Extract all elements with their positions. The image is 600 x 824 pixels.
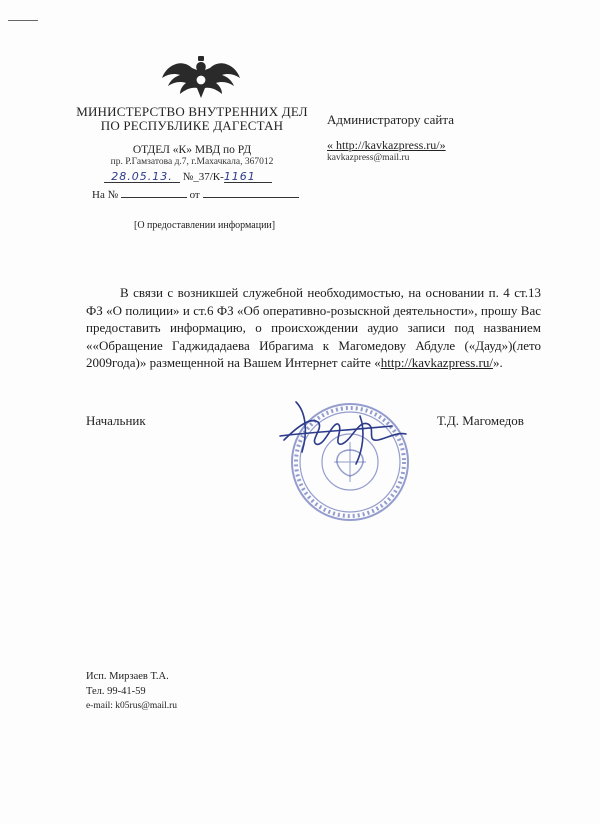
- date-field: [104, 170, 180, 183]
- letter-body: [86, 284, 541, 372]
- executor-phone: Тел. 99-41-59: [86, 686, 146, 697]
- handwritten-number: 1161: [223, 170, 256, 183]
- department-address: пр. Р.Гамзатова д.7, г.Махачкала, 367012: [110, 157, 274, 167]
- reference-date-field: [203, 185, 299, 198]
- body-text-part1: В связи с возникшей служебной необходимостью, на основании п. 4 ст.13 ФЗ «О полиции» и ст.6 ФЗ «Об оперативно-розыскной деятельности», прошу Вас предоставить информацию, о происхождении аудио записи под названием ««Обращение Гаджидадаева Ибрагима к Магомедову Абдуле («Дауд»)(лето 2009года)» размещенной на Вашем Интернет сайте «: [86, 285, 541, 371]
- reference-label: На №: [92, 189, 119, 201]
- number-field: [224, 170, 272, 183]
- number-prefix: №_37/К-: [182, 171, 224, 183]
- signatory-role: Начальник: [86, 413, 146, 428]
- reference-from-label: от: [189, 189, 200, 201]
- ministry-name-line2: ПО РЕСПУБЛИКЕ ДАГЕСТАН: [100, 118, 284, 133]
- body-text-part2: ».: [492, 355, 503, 371]
- official-seal-icon: [272, 392, 422, 522]
- body-site-link: http://kavkazpress.ru/: [380, 355, 493, 371]
- eagle-emblem-icon: [162, 56, 240, 102]
- executor-email: e-mail: k05rus@mail.ru: [86, 701, 178, 711]
- addressee-email: kavkazpress@mail.ru: [327, 153, 410, 163]
- department-name: ОТДЕЛ «К» МВД по РД: [132, 144, 252, 156]
- signatory-name: Т.Д. Магомедов: [437, 413, 524, 428]
- reference-number-field: [121, 185, 187, 198]
- subject-line: [О предоставлении информации]: [134, 220, 276, 231]
- executor-name: Исп. Мирзаев Т.А.: [86, 671, 169, 682]
- addressee-site-text: « http://kavkazpress.ru/»: [327, 138, 446, 152]
- reference-row: [92, 185, 299, 201]
- letter-paragraph: [86, 284, 541, 372]
- edge-mark: [8, 20, 38, 21]
- outgoing-number-row: [104, 170, 272, 183]
- addressee-title: Администратору сайта: [327, 112, 454, 127]
- handwritten-date: 28.05.13.: [111, 170, 173, 183]
- ministry-name-line1: МИНИСТЕРСТВО ВНУТРЕННИХ ДЕЛ: [76, 104, 308, 119]
- addressee-site: [327, 138, 446, 153]
